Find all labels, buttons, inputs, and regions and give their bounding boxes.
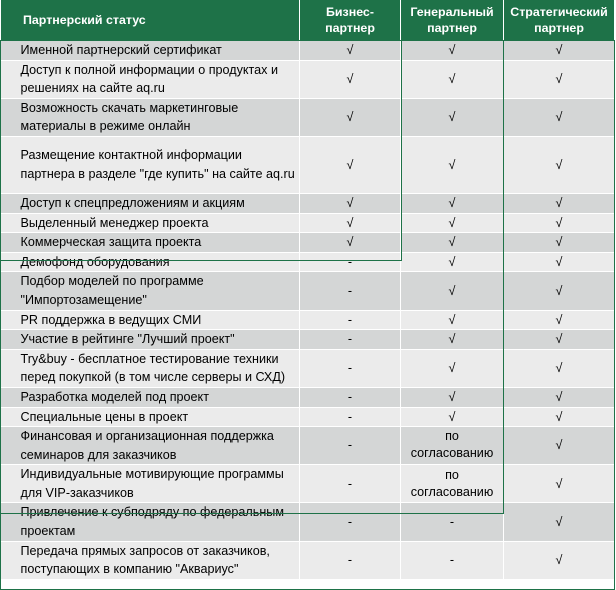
header-general-partner: Генеральный партнер: [401, 0, 504, 41]
strategic-cell: √: [504, 60, 615, 98]
feature-cell: Передача прямых запросов от заказчиков, поступающих в компанию "Аквариус": [1, 541, 300, 579]
table-row: [1, 407, 615, 427]
strategic-cell: √: [504, 387, 615, 407]
table-row: [1, 465, 615, 503]
general-cell: √: [401, 310, 504, 330]
general-cell: √: [401, 233, 504, 253]
general-cell: √: [401, 387, 504, 407]
table-row: [1, 330, 615, 350]
business-cell: -: [300, 465, 401, 503]
strategic-cell: √: [504, 330, 615, 350]
business-cell: -: [300, 310, 401, 330]
general-cell: √: [401, 272, 504, 310]
table-row: [1, 41, 615, 61]
table-row: [1, 272, 615, 310]
strategic-cell: √: [504, 136, 615, 193]
strategic-cell: √: [504, 503, 615, 541]
business-cell: √: [300, 213, 401, 233]
strategic-cell: √: [504, 233, 615, 253]
business-cell: √: [300, 60, 401, 98]
strategic-cell: √: [504, 213, 615, 233]
general-cell: √: [401, 98, 504, 136]
table-row: [1, 193, 615, 213]
feature-cell: Привлечение к субподряду по федеральным проектам: [1, 503, 300, 541]
feature-cell: Размещение контактной информации партнера в разделе "где купить" на сайте aq.ru: [1, 136, 300, 193]
header-business-partner: Бизнес-партнер: [300, 0, 401, 41]
table-row: [1, 252, 615, 272]
feature-cell: Выделенный менеджер проекта: [1, 213, 300, 233]
general-cell: √: [401, 330, 504, 350]
general-cell: √: [401, 136, 504, 193]
business-cell: -: [300, 407, 401, 427]
table-row: [1, 233, 615, 253]
table-row: [1, 310, 615, 330]
table-row: [1, 503, 615, 541]
business-cell: √: [300, 193, 401, 213]
table-row: [1, 60, 615, 98]
feature-cell: Доступ к спецпредложениям и акциям: [1, 193, 300, 213]
strategic-cell: √: [504, 193, 615, 213]
general-cell: √: [401, 252, 504, 272]
feature-cell: Специальные цены в проект: [1, 407, 300, 427]
strategic-cell: √: [504, 427, 615, 465]
feature-cell: Try&buy - бесплатное тестирование техники перед покупкой (в том числе серверы и СХД): [1, 349, 300, 387]
feature-cell: Разработка моделей под проект: [1, 387, 300, 407]
strategic-cell: √: [504, 272, 615, 310]
feature-cell: PR поддержка в ведущих СМИ: [1, 310, 300, 330]
feature-cell: Коммерческая защита проекта: [1, 233, 300, 253]
business-cell: -: [300, 330, 401, 350]
general-cell: [401, 427, 504, 465]
table-row: [1, 136, 615, 193]
strategic-cell: √: [504, 252, 615, 272]
business-cell: -: [300, 387, 401, 407]
general-cell: √: [401, 60, 504, 98]
strategic-cell: √: [504, 349, 615, 387]
strategic-cell: √: [504, 310, 615, 330]
business-cell: -: [300, 252, 401, 272]
header-strategic-partner: Стратегический партнер: [504, 0, 615, 41]
business-cell: √: [300, 98, 401, 136]
general-cell: √: [401, 41, 504, 61]
table-row: [1, 98, 615, 136]
business-cell: √: [300, 136, 401, 193]
strategic-cell: √: [504, 541, 615, 579]
table-row: [1, 541, 615, 579]
business-cell: √: [300, 233, 401, 253]
table-row: [1, 427, 615, 465]
header-partner-status: Партнерский статус: [1, 0, 300, 41]
header-row: [1, 0, 615, 41]
feature-cell: Именной партнерский сертификат: [1, 41, 300, 61]
business-cell: √: [300, 41, 401, 61]
general-note: по согласованию: [410, 467, 494, 499]
business-cell: -: [300, 349, 401, 387]
feature-cell: Подбор моделей по программе "Импортозамещение": [1, 272, 300, 310]
strategic-cell: √: [504, 41, 615, 61]
general-cell: √: [401, 407, 504, 427]
feature-cell: Участие в рейтинге "Лучший проект": [1, 330, 300, 350]
business-cell: -: [300, 427, 401, 465]
general-cell: [401, 465, 504, 503]
business-cell: -: [300, 503, 401, 541]
table-row: [1, 387, 615, 407]
general-cell: -: [401, 503, 504, 541]
general-cell: √: [401, 213, 504, 233]
strategic-cell: √: [504, 407, 615, 427]
feature-cell: Доступ к полной информации о продуктах и решениях на сайте aq.ru: [1, 60, 300, 98]
feature-cell: Демофонд оборудования: [1, 252, 300, 272]
general-note: по согласованию: [410, 429, 494, 461]
table-row: [1, 213, 615, 233]
business-cell: -: [300, 272, 401, 310]
general-cell: √: [401, 193, 504, 213]
business-cell: -: [300, 541, 401, 579]
strategic-cell: √: [504, 98, 615, 136]
feature-cell: Финансовая и организационная поддержка семинаров для заказчиков: [1, 427, 300, 465]
general-cell: -: [401, 541, 504, 579]
feature-cell: Индивидуальные мотивирующие программы для VIP-заказчиков: [1, 465, 300, 503]
table-row: [1, 349, 615, 387]
strategic-cell: √: [504, 465, 615, 503]
feature-cell: Возможность скачать маркетинговые материалы в режиме онлайн: [1, 98, 300, 136]
general-cell: √: [401, 349, 504, 387]
